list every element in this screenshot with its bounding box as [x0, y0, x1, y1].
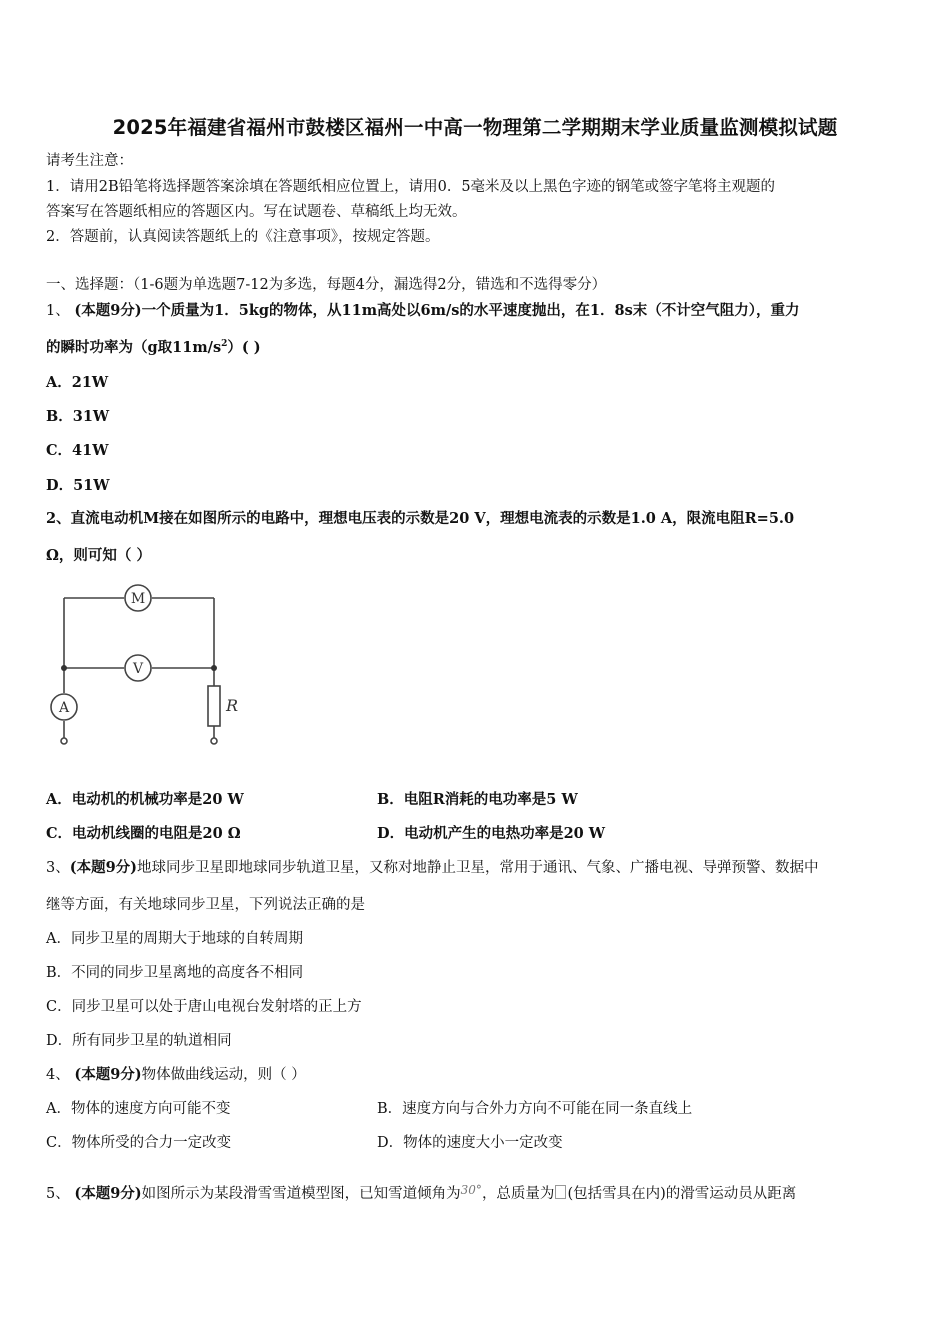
question-4-line-1: [46, 1065, 306, 1085]
question-3-line-2: 继等方面，有关地球同步卫星，下列说法正确的是: [46, 897, 365, 913]
option-b: B．速度方向与合外力方向不可能在同一条直线上: [377, 1101, 693, 1117]
option-d: D．51W: [46, 477, 110, 494]
option-b: B．电阻R消耗的电功率是5 W: [377, 791, 578, 808]
option-a: A．物体的速度方向可能不变: [46, 1101, 231, 1117]
question-1-line-1: [46, 301, 800, 321]
question-number: 1、: [46, 303, 70, 319]
question-tag: (本题9分): [74, 1066, 142, 1083]
section-heading: 一、选择题：（1-6题为单选题7-12为多选，每题4分，漏选得2分，错选和不选得零分）: [46, 277, 607, 293]
question-1-line-2: [46, 338, 261, 358]
question-number: 5、: [46, 1186, 70, 1202]
resistor-symbol: [208, 686, 220, 726]
notice-item-2: 2．答题前，认真阅读答题纸上的《注意事项》，按规定答题。: [46, 229, 440, 245]
question-tag: (本题9分): [74, 302, 142, 319]
motor-label: M: [130, 591, 146, 607]
question-2-line-2: Ω，则可知（ ）: [46, 547, 151, 564]
question-number: 3、: [46, 860, 70, 876]
question-text: ）( ): [227, 339, 261, 356]
missing-formula-box: [555, 1185, 566, 1199]
option-c: C．物体所受的合力一定改变: [46, 1135, 232, 1151]
notice-item-1-line-2: 答案写在答题纸相应的答题区内。写在试题卷、草稿纸上均无效。: [46, 204, 467, 220]
question-text: 一个质量为1．5kg的物体，从11m高处以6m/s的水平速度抛出，在1．8s末（不计空气阻力），重力: [141, 302, 800, 319]
question-text: (包括雪具在内): [567, 1186, 666, 1202]
circuit-diagram: [44, 580, 254, 750]
option-a: A．同步卫星的周期大于地球的自转周期: [46, 931, 303, 947]
option-a: A．电动机的机械功率是20 W: [46, 791, 244, 808]
voltmeter-label: V: [132, 661, 144, 677]
option-c: C．41W: [46, 442, 109, 459]
question-text: 地球同步卫星即地球同步轨道卫星，又称对地静止卫星，常用于通讯、气象、广播电视、导弹预警、数据中: [137, 860, 819, 876]
question-text: 物体做曲线运动，则（ ）: [141, 1067, 306, 1083]
option-c: C．电动机线圈的电阻是20 Ω: [46, 825, 241, 842]
option-c: C．同步卫星可以处于唐山电视台发射塔的正上方: [46, 999, 362, 1015]
ammeter-label: A: [58, 700, 70, 716]
notice-heading: 请考生注意：: [46, 153, 133, 169]
question-text: 的瞬时功率为（g取11m/s: [46, 339, 222, 356]
question-tag: (本题9分): [69, 859, 138, 876]
question-5-line-1: [46, 1180, 796, 1204]
question-number: 4、: [46, 1067, 70, 1083]
notice-item-1-line-1: 1．请用2B铅笔将选择题答案涂填在答题纸相应位置上，请用0．5毫米及以上黑色字迹的钢笔或签字笔将主观题的: [46, 179, 776, 195]
option-d: D．电动机产生的电热功率是20 W: [377, 825, 606, 842]
question-tag: (本题9分): [74, 1185, 142, 1202]
page-title: 2025年福建省福州市鼓楼区福州一中高一物理第二学期期末学业质量监测模拟试题: [112, 116, 838, 139]
question-text: ，总质量为: [481, 1186, 555, 1202]
option-d: D．物体的速度大小一定改变: [377, 1135, 563, 1151]
option-a: A．21W: [46, 374, 109, 391]
angle-value: 30°: [460, 1183, 482, 1197]
question-3-line-1: [46, 858, 819, 878]
option-b: B．不同的同步卫星离地的高度各不相同: [46, 965, 304, 981]
option-d: D．所有同步卫星的轨道相同: [46, 1033, 232, 1049]
superscript: 2: [221, 339, 228, 350]
resistor-label: R: [226, 696, 239, 715]
question-text: 如图所示为某段滑雪雪道模型图，已知雪道倾角为: [141, 1186, 461, 1202]
question-text: 的滑雪运动员从距离: [665, 1186, 797, 1202]
question-2-line-1: 2、直流电动机M接在如图所示的电路中，理想电压表的示数是20 V，理想电流表的示数是1.0 A，限流电阻R=5.0: [46, 510, 795, 527]
option-b: B．31W: [46, 408, 110, 425]
